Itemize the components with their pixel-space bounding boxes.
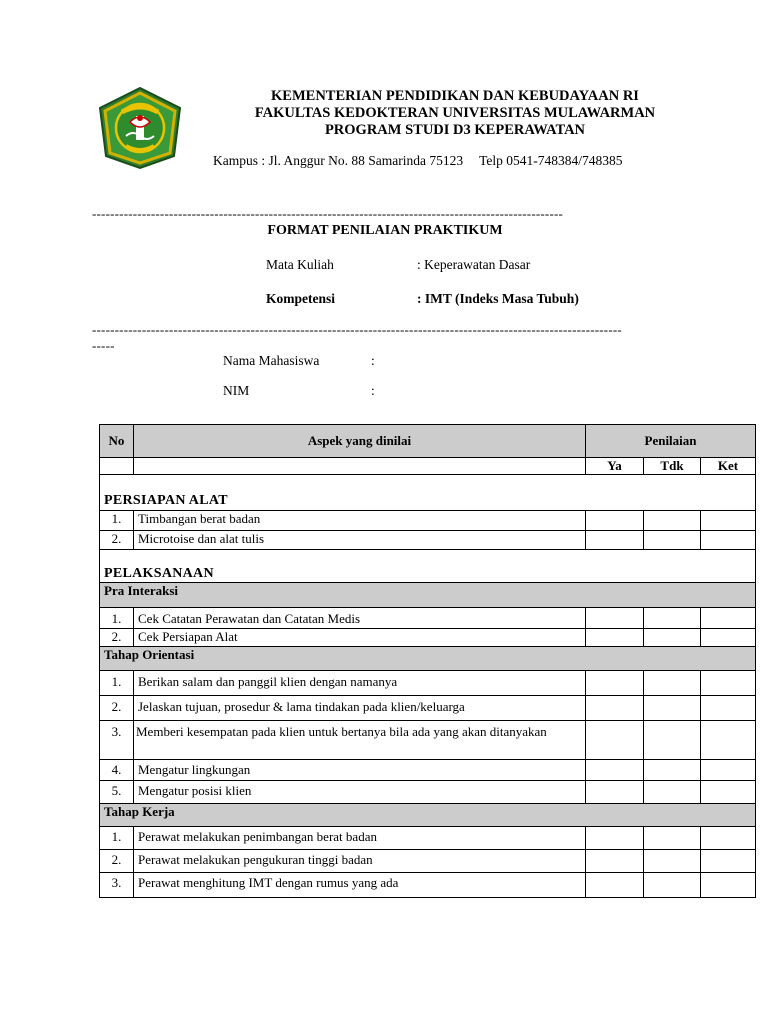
table-row: 1. Timbangan berat badan: [100, 511, 756, 531]
section-persiapan-alat: PERSIAPAN ALAT: [100, 475, 756, 511]
ket-cell[interactable]: [701, 671, 756, 696]
table-row: 3. Memberi kesempatan pada klien untuk bertanya bila ada yang akan ditanyakan: [100, 721, 756, 760]
tdk-cell[interactable]: [644, 781, 701, 804]
course-value: : Keperawatan Dasar: [417, 257, 531, 272]
ket-cell[interactable]: [701, 531, 756, 550]
university-logo: [96, 86, 184, 170]
ket-cell[interactable]: [701, 781, 756, 804]
ya-cell[interactable]: [586, 827, 644, 850]
section-pelaksanaan: PELAKSANAAN: [100, 550, 756, 583]
tdk-cell[interactable]: [644, 721, 701, 760]
table-row: 4. Mengatur lingkungan: [100, 760, 756, 781]
table-row: 1. Berikan salam dan panggil klien dengan namanya: [100, 671, 756, 696]
ket-cell[interactable]: [701, 850, 756, 873]
competency-label: Kompetensi: [266, 291, 335, 306]
col-no-header: No: [100, 425, 134, 458]
table-row: 2. Perawat melakukan pengukuran tinggi badan: [100, 850, 756, 873]
ya-cell[interactable]: [586, 873, 644, 898]
ya-cell[interactable]: [586, 629, 644, 647]
section-row: [100, 475, 756, 511]
assessment-table: [99, 424, 756, 898]
subsection-row: [100, 647, 756, 671]
table-row: 3. Perawat menghitung IMT dengan rumus yang ada: [100, 873, 756, 898]
address-line: [213, 153, 623, 169]
ya-cell[interactable]: [586, 760, 644, 781]
ket-cell[interactable]: [701, 511, 756, 531]
form-title: FORMAT PENILAIAN PRAKTIKUM: [267, 223, 503, 238]
tdk-cell[interactable]: [644, 827, 701, 850]
table-subheader-row: [100, 458, 756, 475]
ya-cell[interactable]: [586, 721, 644, 760]
col-aspek-header: Aspek yang dinilai: [134, 425, 586, 458]
ket-cell[interactable]: [701, 827, 756, 850]
ya-cell[interactable]: [586, 850, 644, 873]
table-row: 2. Cek Persiapan Alat: [100, 629, 756, 647]
divider-middle-wrap: -----: [92, 338, 115, 353]
ya-cell[interactable]: [586, 696, 644, 721]
competency-value: : IMT (Indeks Masa Tubuh): [417, 291, 579, 306]
phone-number: Telp 0541-748384/748385: [479, 153, 623, 168]
ya-cell[interactable]: [586, 511, 644, 531]
divider-top: --------------------------------------------------------------------------------------------------------: [92, 206, 564, 221]
nim-colon: :: [371, 383, 375, 398]
subsection-tahap-orientasi: Tahap Orientasi: [100, 647, 756, 671]
faculty-name: FAKULTAS KEDOKTERAN UNIVERSITAS MULAWARMAN: [254, 105, 656, 121]
tdk-cell[interactable]: [644, 671, 701, 696]
subsection-row: [100, 804, 756, 827]
col-ya-header: Ya: [586, 458, 644, 475]
ket-cell[interactable]: [701, 629, 756, 647]
ket-cell[interactable]: [701, 608, 756, 629]
table-row: 1. Cek Catatan Perawatan dan Catatan Medis: [100, 608, 756, 629]
ministry-name: KEMENTERIAN PENDIDIKAN DAN KEBUDAYAAN RI: [271, 88, 639, 104]
ket-cell[interactable]: [701, 721, 756, 760]
table-row: 1. Perawat melakukan penimbangan berat badan: [100, 827, 756, 850]
tdk-cell[interactable]: [644, 873, 701, 898]
tdk-cell[interactable]: [644, 511, 701, 531]
ya-cell[interactable]: [586, 781, 644, 804]
ket-cell[interactable]: [701, 696, 756, 721]
tdk-cell[interactable]: [644, 850, 701, 873]
table-header-row: [100, 425, 756, 458]
ket-cell[interactable]: [701, 873, 756, 898]
tdk-cell[interactable]: [644, 629, 701, 647]
course-label: Mata Kuliah: [266, 257, 334, 272]
col-penilaian-header: Penilaian: [586, 425, 756, 458]
ya-cell[interactable]: [586, 608, 644, 629]
nim-label: NIM: [223, 383, 250, 398]
tdk-cell[interactable]: [644, 531, 701, 550]
ya-cell[interactable]: [586, 671, 644, 696]
table-row: 2. Jelaskan tujuan, prosedur & lama tindakan pada klien/keluarga: [100, 696, 756, 721]
table-row: 5. Mengatur posisi klien: [100, 781, 756, 804]
subsection-row: [100, 583, 756, 608]
student-name-label: Nama Mahasiswa: [223, 353, 320, 368]
ya-cell[interactable]: [586, 531, 644, 550]
table-row: 2. Microtoise dan alat tulis: [100, 531, 756, 550]
student-name-colon: :: [371, 353, 375, 368]
col-tdk-header: Tdk: [644, 458, 701, 475]
section-row: [100, 550, 756, 583]
campus-address: Kampus : Jl. Anggur No. 88 Samarinda 75123: [213, 153, 464, 168]
tdk-cell[interactable]: [644, 696, 701, 721]
subsection-tahap-kerja: Tahap Kerja: [100, 804, 756, 827]
col-ket-header: Ket: [701, 458, 756, 475]
program-name: PROGRAM STUDI D3 KEPERAWATAN: [324, 122, 586, 138]
ket-cell[interactable]: [701, 760, 756, 781]
tdk-cell[interactable]: [644, 760, 701, 781]
subsection-pra-interaksi: Pra Interaksi: [100, 583, 756, 608]
divider-middle: ---------------------------------------------------------------------------------------------------------------------: [92, 322, 622, 337]
tdk-cell[interactable]: [644, 608, 701, 629]
